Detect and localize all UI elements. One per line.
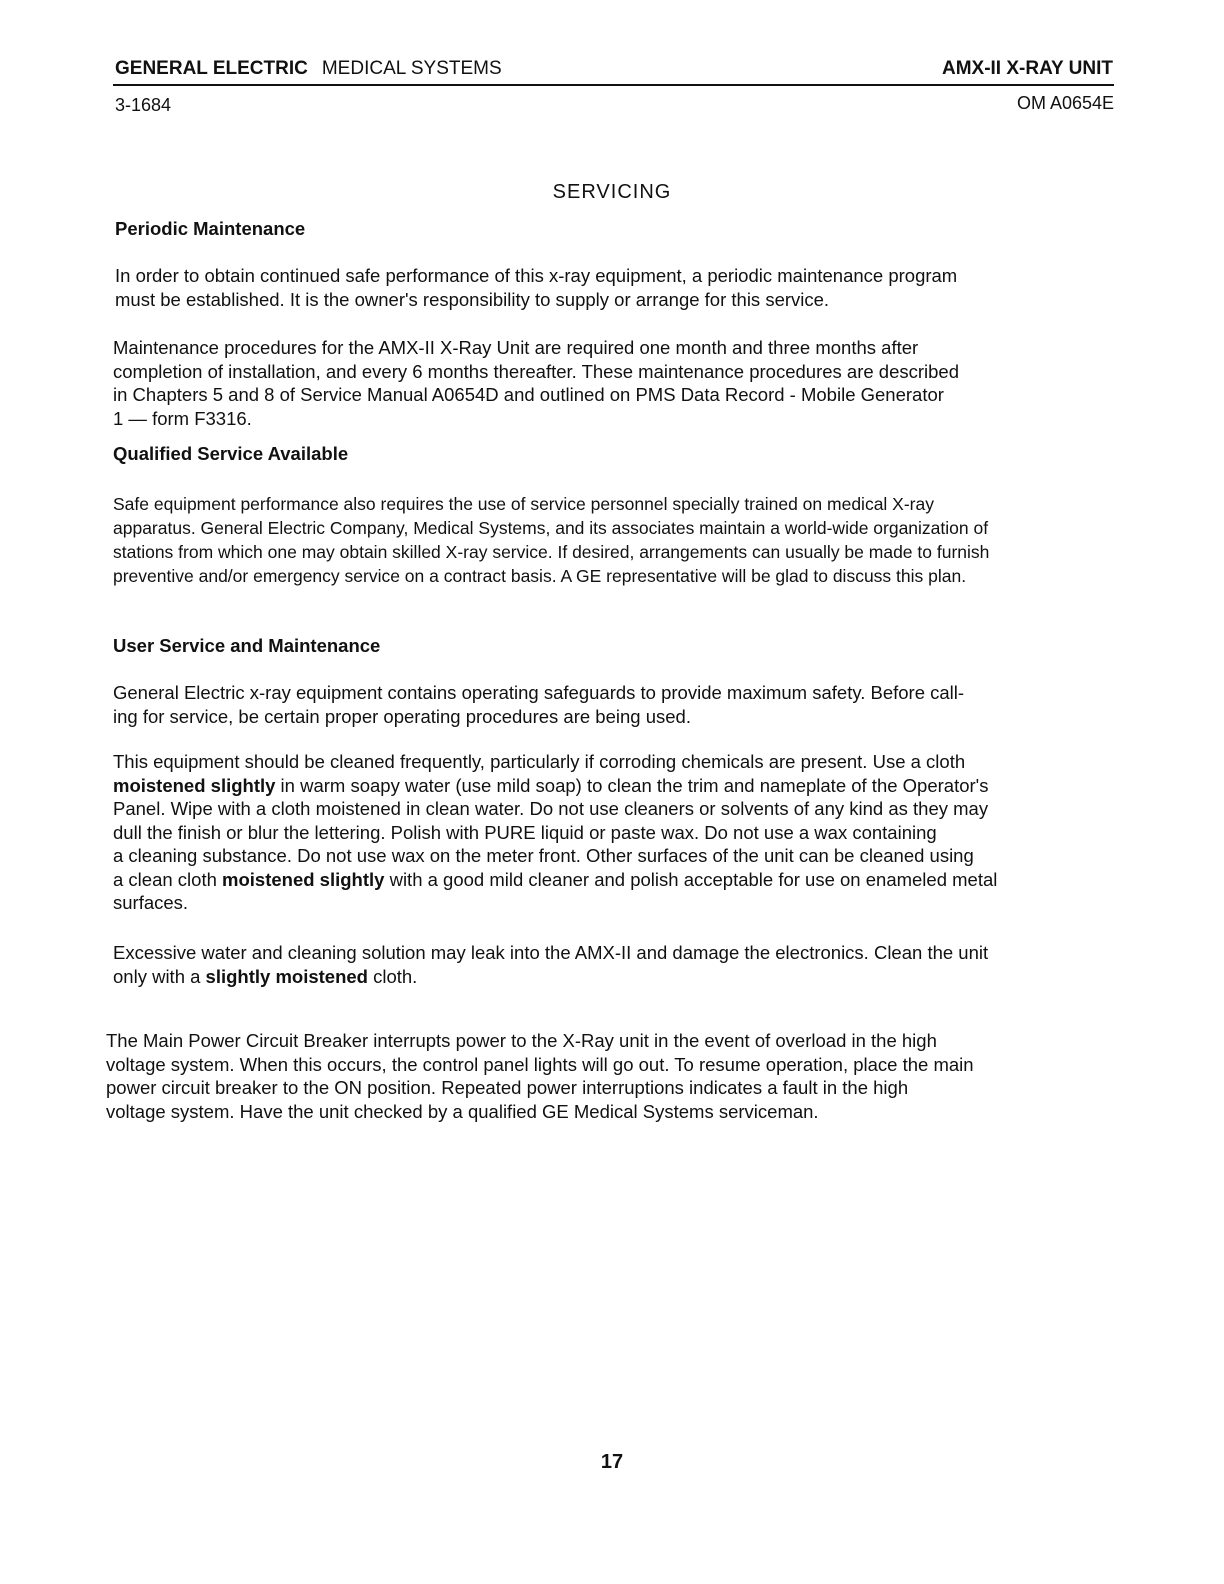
text-line — [113, 774, 997, 798]
emphasis: moistened slightly — [113, 774, 276, 796]
paragraph-safeguards — [113, 681, 964, 728]
brand-name: GENERAL ELECTRIC — [115, 58, 308, 79]
text-line: apparatus. General Electric Company, Medical Systems, and its associates maintain a world-wide organization of — [113, 518, 989, 538]
text-line: a cleaning substance. Do not use wax on the meter front. Other surfaces of the unit can be cleaned using — [113, 845, 974, 866]
header-divider — [113, 84, 1114, 86]
text-run: only with a — [113, 965, 206, 987]
text-line: Excessive water and cleaning solution may leak into the AMX-II and damage the electronics. Clean the unit — [113, 942, 989, 963]
document-number: 3-1684 — [115, 95, 172, 115]
text-line: surfaces. — [113, 892, 189, 913]
text-line: must be established. It is the owner's responsibility to supply or arrange for this service. — [115, 288, 830, 310]
text-line: Panel. Wipe with a cloth moistened in clean water. Do not use cleaners or solvents of any kind as they may — [113, 798, 989, 819]
header-left — [115, 58, 502, 80]
text-line: stations from which one may obtain skilled X-ray service. If desired, arrangements can usually be made to furnish — [113, 542, 990, 562]
paragraph-excessive-water — [113, 941, 988, 988]
text-line: This equipment should be cleaned frequently, particularly if corroding chemicals are present. Use a cloth — [113, 751, 966, 772]
text-line: voltage system. When this occurs, the control panel lights will go out. To resume operation, place the main — [106, 1053, 974, 1075]
page-number: 17 — [600, 1451, 624, 1473]
text-line: Safe equipment performance also requires the use of service personnel specially trained on medical X-ray — [113, 494, 934, 514]
text-run: a clean cloth — [113, 868, 223, 890]
text-run: in warm soapy water (use mild soap) to clean the trim and nameplate of the Operator's — [275, 774, 989, 796]
page-title: SERVICING — [552, 181, 672, 203]
paragraph-periodic-intro — [115, 264, 957, 311]
text-line: Maintenance procedures for the AMX-II X-Ray Unit are required one month and three months after — [113, 337, 919, 358]
text-line: ing for service, be certain proper operating procedures are being used. — [113, 705, 691, 727]
emphasis: slightly moistened — [205, 965, 368, 987]
heading-periodic-maintenance: Periodic Maintenance — [115, 218, 306, 239]
text-run: with a good mild cleaner and polish acceptable for use on enameled metal — [384, 868, 998, 890]
text-line: dull the finish or blur the lettering. Polish with PURE liquid or paste wax. Do not use a wax containing — [113, 821, 937, 843]
heading-user-service: User Service and Maintenance — [113, 635, 381, 656]
text-line: in Chapters 5 and 8 of Service Manual A0654D and outlined on PMS Data Record - Mobile Generator — [113, 384, 944, 405]
text-line — [113, 868, 997, 892]
text-line: completion of installation, and every 6 months thereafter. These maintenance procedures are described — [113, 360, 960, 382]
text-line: power circuit breaker to the ON position. Repeated power interruptions indicates a fault in the high — [106, 1077, 909, 1098]
text-line: The Main Power Circuit Breaker interrupts power to the X-Ray unit in the event of overload in the high — [106, 1030, 937, 1051]
paragraph-cleaning — [113, 750, 997, 915]
text-line: preventive and/or emergency service on a contract basis. A GE representative will be glad to discuss this plan. — [113, 566, 967, 586]
text-line: General Electric x-ray equipment contains operating safeguards to provide maximum safety. Before call- — [113, 682, 965, 703]
paragraph-qualified-service — [113, 492, 989, 588]
document-code: OM A0654E — [1016, 93, 1114, 113]
text-line: voltage system. Have the unit checked by a qualified GE Medical Systems serviceman. — [106, 1100, 819, 1122]
emphasis: moistened slightly — [222, 868, 385, 890]
text-line: In order to obtain continued safe performance of this x-ray equipment, a periodic maintenance program — [115, 265, 958, 286]
text-run: cloth. — [367, 965, 418, 987]
text-line: 1 — form F3316. — [113, 407, 252, 429]
product-name: AMX-II X-RAY UNIT — [941, 58, 1113, 79]
paragraph-circuit-breaker — [106, 1029, 974, 1123]
text-line — [113, 965, 988, 989]
heading-qualified-service: Qualified Service Available — [113, 443, 349, 464]
paragraph-maintenance-schedule — [113, 336, 959, 430]
division-name: MEDICAL SYSTEMS — [321, 58, 502, 79]
